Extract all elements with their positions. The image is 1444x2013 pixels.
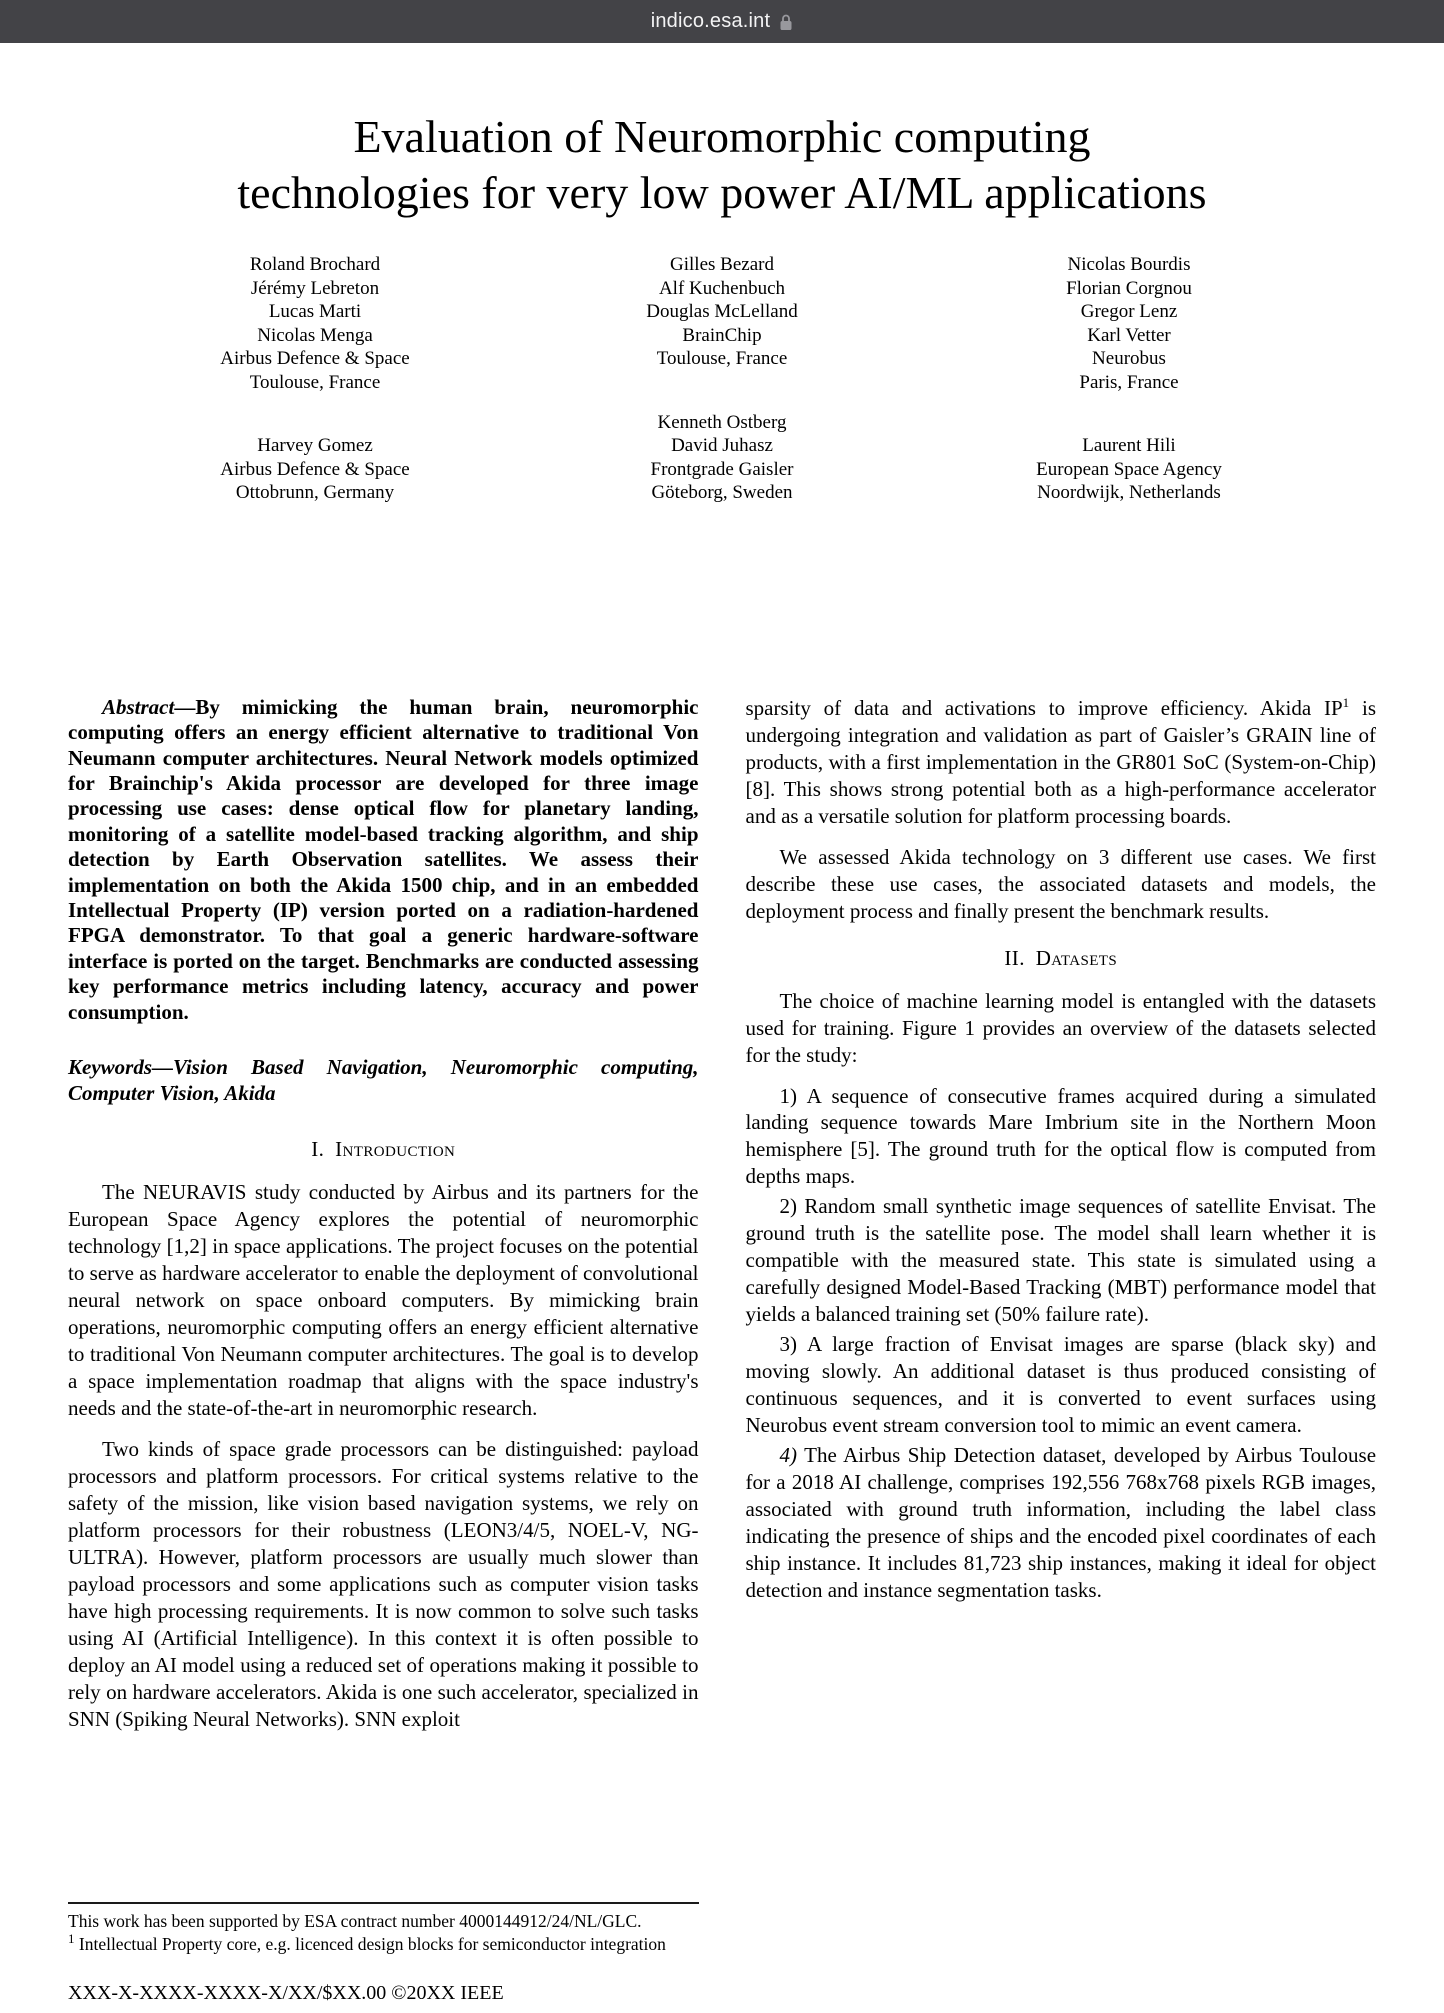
author-location: Göteborg, Sweden (651, 482, 793, 504)
item-number: 1) (779, 1083, 797, 1108)
author-line: Jérémy Lebreton (250, 277, 380, 299)
continued-text-post: is undergoing integration and validation as part of Gaisler’s GRAIN line of products, with a first implementation in the GR801 SoC (System-on-Chip) [8]. This shows strong potential both as a high-performance accelerator and as a versatile solution for platform processing boards. (745, 695, 1376, 828)
abstract-paragraph (68, 695, 699, 1025)
intro-paragraph-2: Two kinds of space grade processors can be distinguished: payload processors and platform processors. For critical systems relative to the safety of the mission, like vision based navigation systems, we rely on platform processors for their robustness (LEON3/4/5, NOEL-V, NG-ULTRA). However, platform processors are usually much slower than payload processors and some applications such as computer vision tasks have high processing requirements. It is now common to solve such tasks using AI (Artificial Intelligence). In this context it is often possible to deploy an AI model using a reduced set of operations making it possible to rely on hardware accelerators. Akida is one such accelerator, specialized in SNN (Spiking Neural Networks). SNN exploit (68, 1437, 699, 1731)
footnote-support: This work has been supported by ESA contract number 4000144912/24/NL/GLC. (68, 1911, 642, 1932)
continued-text-pre: sparsity of data and activations to improve efficiency. Akida IP (745, 695, 1343, 720)
author-line: Harvey Gomez (257, 435, 373, 457)
author-block-neurobus (964, 253, 1294, 394)
section-heading-introduction: I. Introduction (311, 1137, 456, 1162)
title-line-1: Evaluation of Neuromorphic computing (353, 111, 1091, 162)
author-line: Kenneth Ostberg (657, 411, 787, 433)
author-line: David Juhasz (671, 435, 773, 457)
author-affiliation: BrainChip (682, 324, 762, 346)
item-number: 2) (779, 1194, 797, 1219)
left-column (68, 695, 699, 2007)
dataset-item-2 (746, 1193, 1377, 1328)
abstract-text: —By mimicking the human brain, neuromorphic computing offers an energy efficient alternative to traditional Von Neumann computer architectures. Neural Network models optimized for Brainchip's Akida processor are developed for three image processing use cases: dense optical flow for planetary landing, monitoring of a satellite model-based tracking algorithm, and ship detection by Earth Observation satellites. We assess their implementation on both the Akida 1500 chip, and in an embedded Intellectual Property (IP) version ported on a radiation-hardened FPGA demonstrator. To that goal a generic hardware-software interface is ported on the target. Benchmarks are conducted assessing key performance metrics including latency, accuracy and power consumption. (68, 694, 699, 1024)
title-line-2: technologies for very low power AI/ML applications (237, 167, 1207, 219)
footnote-marker: 1 (68, 1930, 75, 1946)
author-block-airbus-germany (150, 434, 480, 505)
item-text: A large fraction of Envisat images are sparse (black sky) and moving slowly. An additional dataset is thus produced consisting of continuous sequences, and it is converted to event surfaces using Neurobus event stream conversion tool to mimic an event camera. (745, 1332, 1376, 1438)
author-line: Laurent Hili (1082, 435, 1176, 457)
author-location: Noordwijk, Netherlands (1037, 482, 1221, 504)
paper-title (0, 43, 1444, 221)
address-url[interactable]: indico.esa.int (650, 10, 771, 32)
keywords-label: Keywords (68, 1054, 152, 1079)
dataset-item-3 (746, 1331, 1377, 1439)
author-affiliation: Neurobus (1092, 348, 1166, 370)
author-line: Nicolas Menga (257, 324, 373, 346)
abstract-label: Abstract (102, 694, 175, 719)
author-affiliation: European Space Agency (1036, 458, 1222, 480)
author-line: Nicolas Bourdis (1067, 254, 1191, 276)
dataset-item-4 (746, 1442, 1377, 1604)
item-text: A sequence of consecutive frames acquired during a simulated landing sequence towards Mare Imbrium site in the Northern Moon hemisphere [5]. The ground truth for the optical flow is computed from depths maps. (745, 1083, 1377, 1189)
footnote-ip-core (68, 1930, 699, 1955)
datasets-intro-paragraph: The choice of machine learning model is entangled with the datasets used for training. Figure 1 provides an overview of the datasets selected for the study: (745, 988, 1376, 1067)
author-location: Ottobrunn, Germany (235, 482, 395, 504)
author-line: Lucas Marti (268, 301, 362, 323)
item-text: Random small synthetic image sequences of satellite Envisat. The ground truth is the satellite pose. The model shall learn whether it is compatible with the measured state. This state is simulated using a carefully designed Model-Based Tracking (MBT) performance model that yields a balanced training set (50% failure rate). (745, 1194, 1376, 1327)
author-block-esa (964, 434, 1294, 505)
copyright-line: XXX-X-XXXX-XXXX-X/XX/$XX.00 ©20XX IEEE (68, 1982, 504, 2004)
item-number: 4) (779, 1443, 797, 1468)
lock-icon (779, 13, 793, 31)
author-location: Toulouse, France (656, 348, 788, 370)
author-affiliation: Airbus Defence & Space (220, 458, 410, 480)
browser-bar[interactable] (0, 0, 1444, 43)
item-number: 3) (779, 1332, 797, 1357)
footnote-block (68, 1902, 699, 1955)
dataset-item-1 (746, 1083, 1377, 1191)
keywords-text: —Vision Based Navigation, Neuromorphic computing, Computer Vision, Akida (68, 1054, 699, 1105)
author-location: Toulouse, France (249, 371, 381, 393)
author-line: Florian Corgnou (1066, 277, 1192, 299)
author-line: Karl Vetter (1087, 324, 1171, 346)
use-cases-paragraph: We assessed Akida technology on 3 different use cases. We first describe these use cases, the associated datasets and models, the deployment process and finally present the benchmark results. (745, 844, 1376, 923)
section-heading-datasets: II. Datasets (1004, 945, 1118, 970)
author-block-frontgrade (557, 411, 887, 505)
author-block-brainchip (557, 253, 887, 394)
footnote-ip-text: Intellectual Property core, e.g. licenced design blocks for semiconductor integration (74, 1933, 666, 1954)
authors-row-2 (0, 411, 1444, 505)
author-line: Roland Brochard (249, 254, 381, 276)
author-location: Paris, France (1079, 371, 1179, 393)
author-line: Gregor Lenz (1080, 301, 1178, 323)
author-block-airbus (150, 253, 480, 394)
continued-paragraph (746, 695, 1377, 830)
right-column (746, 695, 1377, 2007)
author-line: Alf Kuchenbuch (658, 277, 786, 299)
author-affiliation: Frontgrade Gaisler (650, 458, 794, 480)
author-line: Gilles Bezard (670, 254, 774, 276)
paper-page (0, 43, 1444, 2013)
author-line: Douglas McLelland (646, 301, 798, 323)
intro-paragraph-1: The NEURAVIS study conducted by Airbus and its partners for the European Space Agency explores the potential of neuromorphic technology [1,2] in space applications. The project focuses on the potential to serve as hardware accelerator to enable the deployment of convolutional neural network on space onboard computers. By mimicking brain operations, neuromorphic computing offers an energy efficient alternative to traditional Von Neumann computer architectures. The goal is to develop a space implementation roadmap that aligns with the space industry's needs and the state-of-the-art in neuromorphic research. (68, 1180, 699, 1421)
footnote-reference: 1 (1342, 694, 1350, 710)
two-column-body (0, 695, 1444, 2007)
item-text: The Airbus Ship Detection dataset, developed by Airbus Toulouse for a 2018 AI challenge, comprises 192,556 768x768 pixels RGB images, associated with ground truth information, including the label class indicating the presence of ships and the encoded pixel coordinates of each ship instance. It includes 81,723 ship instances, making it ideal for object detection and instance segmentation tasks. (745, 1443, 1377, 1603)
authors-row-1 (0, 253, 1444, 394)
keywords-paragraph (68, 1055, 699, 1106)
author-affiliation: Airbus Defence & Space (220, 348, 410, 370)
